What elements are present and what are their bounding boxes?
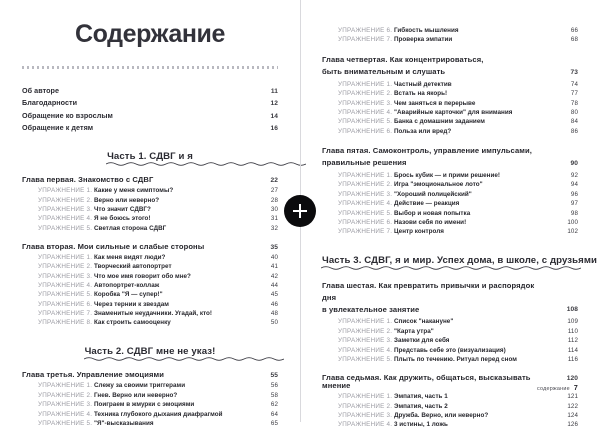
exercise-text bbox=[38, 216, 252, 223]
exercise-entry[interactable] bbox=[22, 402, 278, 409]
exercise-name: Польза или вред? bbox=[393, 127, 452, 135]
exercise-page: 84 bbox=[570, 118, 578, 126]
exercise-entry[interactable] bbox=[322, 101, 578, 108]
exercise-text bbox=[338, 422, 552, 429]
exercise-page: 102 bbox=[567, 228, 578, 236]
exercise-prefix: УПРАЖНЕНИЕ 5. bbox=[338, 356, 393, 363]
exercise-page: 77 bbox=[570, 90, 578, 98]
exercise-text bbox=[338, 404, 552, 411]
folio-label: содержание bbox=[536, 386, 570, 392]
part-heading-label: Часть 2. СДВГ мне не указ! bbox=[84, 346, 216, 358]
exercise-entry[interactable] bbox=[22, 207, 278, 214]
exercise-entry[interactable] bbox=[22, 283, 278, 290]
exercise-name: Встать на якорь! bbox=[393, 90, 448, 98]
chapter-label-line1: Глава четвертая. Как концентрироваться, bbox=[322, 55, 484, 65]
exercise-page: 92 bbox=[570, 172, 578, 179]
exercise-prefix: УПРАЖНЕНИЕ 6. bbox=[338, 218, 393, 226]
chapter-label-line2: правильные решения bbox=[322, 158, 407, 168]
exercise-text bbox=[38, 292, 252, 299]
chapter2-exercise-list bbox=[22, 255, 278, 328]
exercise-prefix: УПРАЖНЕНИЕ 3. bbox=[38, 401, 93, 409]
exercise-prefix: УПРАЖНЕНИЕ 4. bbox=[338, 346, 393, 354]
exercise-text bbox=[338, 110, 552, 117]
exercise-text bbox=[38, 302, 252, 309]
exercise-name: Светлая сторона СДВГ bbox=[93, 224, 167, 232]
exercise-prefix: УПРАЖНЕНИЕ 4. bbox=[38, 410, 93, 418]
exercise-entry[interactable] bbox=[22, 264, 278, 271]
exercise-prefix: УПРАЖНЕНИЕ 1. bbox=[38, 187, 93, 195]
exercise-text bbox=[38, 207, 252, 214]
exercise-prefix: УПРАЖНЕНИЕ 3. bbox=[38, 205, 93, 213]
exercise-name: Гибкость мышления bbox=[393, 27, 459, 34]
exercise-entry[interactable] bbox=[322, 119, 578, 126]
exercise-entry[interactable] bbox=[22, 302, 278, 309]
exercise-page: 109 bbox=[567, 318, 578, 326]
exercise-entry[interactable] bbox=[322, 357, 578, 364]
front-matter-list bbox=[22, 87, 278, 132]
exercise-prefix: УПРАЖНЕНИЕ 4. bbox=[338, 200, 393, 208]
exercise-name: "Карта утра" bbox=[393, 327, 434, 335]
exercise-text bbox=[338, 329, 552, 336]
exercise-entry[interactable] bbox=[22, 311, 278, 318]
exercise-page: 78 bbox=[570, 99, 578, 107]
exercise-prefix: УПРАЖНЕНИЕ 4. bbox=[38, 215, 93, 223]
exercise-page: 64 bbox=[270, 410, 278, 418]
exercise-name: Через тернии к звездам bbox=[93, 300, 169, 308]
chapter-entry[interactable] bbox=[22, 176, 278, 184]
exercise-name: Что мое имя говорит обо мне? bbox=[93, 272, 191, 280]
exercise-text bbox=[338, 319, 552, 326]
exercise-text bbox=[38, 383, 252, 390]
exercise-text bbox=[338, 182, 552, 189]
chapter-label bbox=[322, 54, 552, 78]
exercise-prefix: УПРАЖНЕНИЕ 4. bbox=[38, 281, 93, 289]
chapter-entry[interactable] bbox=[322, 145, 578, 169]
exercise-page: 40 bbox=[270, 253, 278, 261]
exercise-name: Брось кубик — и прими решение! bbox=[393, 172, 500, 179]
chapter-entry[interactable] bbox=[322, 280, 578, 315]
right-page bbox=[300, 0, 600, 429]
exercise-page: 116 bbox=[567, 356, 578, 363]
exercise-page: 100 bbox=[567, 218, 578, 226]
exercise-entry[interactable] bbox=[322, 329, 578, 336]
exercise-name: Плыть по течению. Ритуал перед сном bbox=[393, 356, 517, 363]
exercise-entry[interactable] bbox=[322, 211, 578, 218]
exercise-name: 3 истины, 1 ложь bbox=[393, 421, 448, 429]
exercise-entry[interactable] bbox=[22, 393, 278, 400]
chapter-page: 35 bbox=[270, 243, 278, 251]
chapter-entry[interactable] bbox=[22, 243, 278, 251]
entry-label: Обращение к детям bbox=[22, 122, 94, 132]
part-heading-1 bbox=[22, 146, 278, 166]
entry-page: 14 bbox=[270, 112, 278, 120]
exercise-text bbox=[338, 348, 552, 355]
entry-page: 16 bbox=[270, 124, 278, 132]
exercise-prefix: УПРАЖНЕНИЕ 5. bbox=[338, 209, 393, 217]
exercise-prefix: УПРАЖНЕНИЕ 5. bbox=[38, 224, 93, 232]
folio bbox=[537, 385, 578, 392]
exercise-page: 28 bbox=[270, 196, 278, 204]
exercise-text bbox=[38, 311, 252, 318]
exercise-prefix: УПРАЖНЕНИЕ 2. bbox=[338, 181, 393, 189]
exercise-page: 44 bbox=[270, 281, 278, 289]
exercise-entry[interactable] bbox=[322, 422, 578, 429]
exercise-page: 112 bbox=[567, 337, 578, 345]
page-title: Содержание bbox=[74, 20, 226, 48]
exercise-page: 98 bbox=[570, 209, 578, 217]
part-heading-text-wrap bbox=[107, 151, 193, 166]
exercise-prefix: УПРАЖНЕНИЕ 2. bbox=[338, 90, 393, 98]
exercise-page: 32 bbox=[270, 224, 278, 232]
exercise-page: 97 bbox=[570, 200, 578, 208]
exercise-name: Дружба. Верно, или неверно? bbox=[393, 411, 489, 419]
exercise-text bbox=[38, 188, 252, 195]
left-entries bbox=[22, 87, 278, 428]
exercise-entry[interactable] bbox=[322, 182, 578, 189]
exercise-prefix: УПРАЖНЕНИЕ 5. bbox=[338, 118, 393, 126]
exercise-prefix: УПРАЖНЕНИЕ 7. bbox=[338, 228, 393, 236]
chapter-page: 73 bbox=[570, 68, 578, 76]
exercise-name: Поиграем в жмурки с эмоциями bbox=[93, 401, 195, 409]
chapter-label: Глава седьмая. Как дружить, общаться, высказывать мнение bbox=[322, 372, 531, 390]
exercise-name: Гнев. Верно или неверно? bbox=[93, 391, 178, 399]
exercise-name: Как строить самооценку bbox=[93, 319, 171, 327]
exercise-name: "Хороший полицейский" bbox=[393, 190, 472, 198]
dotted-divider bbox=[22, 66, 278, 69]
exercise-page: 62 bbox=[270, 401, 278, 409]
entry-page: 12 bbox=[270, 100, 278, 108]
exercise-page: 48 bbox=[270, 310, 278, 318]
plus-icon-horizontal bbox=[293, 210, 307, 212]
exercise-page: 27 bbox=[270, 187, 278, 195]
exercise-page: 124 bbox=[567, 411, 578, 419]
exercise-prefix: УПРАЖНЕНИЕ 2. bbox=[38, 263, 93, 271]
exercise-text bbox=[338, 394, 552, 401]
exercise-prefix: УПРАЖНЕНИЕ 3. bbox=[38, 272, 93, 280]
exercise-name: Автопортрет-коллаж bbox=[93, 281, 160, 289]
exercise-name: Что значит СДВГ? bbox=[93, 205, 151, 213]
toc-entry[interactable] bbox=[22, 87, 278, 95]
exercise-prefix: УПРАЖНЕНИЕ 6. bbox=[338, 27, 393, 34]
exercise-text bbox=[38, 393, 252, 400]
exercise-entry[interactable] bbox=[322, 413, 578, 420]
exercise-text bbox=[38, 274, 252, 281]
exercise-name: Верно или неверно? bbox=[93, 196, 160, 204]
chapter-page: 108 bbox=[566, 306, 578, 314]
exercise-entry[interactable] bbox=[322, 201, 578, 208]
exercise-text bbox=[38, 264, 252, 271]
exercise-entry[interactable] bbox=[322, 404, 578, 411]
exercise-name: Заметки для себя bbox=[393, 337, 450, 345]
exercise-page: 122 bbox=[567, 402, 578, 410]
exercise-text bbox=[338, 220, 552, 227]
entry-label: Обращение ко взрослым bbox=[22, 110, 113, 120]
exercise-page: 68 bbox=[570, 36, 578, 44]
toc-entry[interactable] bbox=[22, 99, 278, 107]
exercise-entry[interactable] bbox=[322, 37, 578, 44]
exercise-text bbox=[38, 402, 252, 409]
exercise-entry[interactable] bbox=[22, 292, 278, 299]
part-heading-text-wrap bbox=[322, 255, 597, 270]
exercise-prefix: УПРАЖНЕНИЕ 1. bbox=[338, 172, 393, 179]
exercise-text bbox=[38, 283, 252, 290]
exercise-name: "Я"-высказывания bbox=[93, 420, 154, 428]
entry-label: Благодарности bbox=[22, 98, 78, 108]
exercise-page: 80 bbox=[570, 108, 578, 116]
exercise-entry[interactable] bbox=[322, 319, 578, 326]
chapter1-exercise-list bbox=[22, 188, 278, 232]
chapter6-exercise-list bbox=[322, 319, 578, 363]
exercise-text bbox=[338, 338, 552, 345]
exercise-prefix: УПРАЖНЕНИЕ 3. bbox=[338, 99, 393, 107]
exercise-page: 110 bbox=[567, 327, 578, 335]
exercise-entry[interactable] bbox=[22, 198, 278, 205]
exercise-name: Коробка "Я — супер!" bbox=[93, 291, 163, 299]
exercise-name: Как меня видят люди? bbox=[93, 253, 166, 261]
exercise-name: Я не боюсь этого! bbox=[93, 215, 151, 223]
left-page bbox=[0, 0, 300, 428]
exercise-name: Проверка эмпатии bbox=[393, 36, 453, 44]
exercise-entry[interactable] bbox=[322, 220, 578, 227]
exercise-entry[interactable] bbox=[22, 383, 278, 390]
wavy-underline-icon bbox=[84, 356, 284, 361]
chapter-label-line2: быть внимательным и слушать bbox=[322, 66, 446, 76]
exercise-text bbox=[338, 201, 552, 208]
exercise-prefix: УПРАЖНЕНИЕ 1. bbox=[38, 253, 93, 261]
toc-entry[interactable] bbox=[22, 124, 278, 132]
entry-label: Об авторе bbox=[22, 86, 60, 95]
exercise-page: 58 bbox=[270, 391, 278, 399]
exercise-page: 86 bbox=[570, 127, 578, 135]
exercise-entry[interactable] bbox=[322, 229, 578, 236]
exercise-name: Какие у меня симптомы? bbox=[93, 187, 174, 195]
exercise-text bbox=[38, 421, 252, 428]
exercise-prefix: УПРАЖНЕНИЕ 5. bbox=[38, 420, 93, 428]
part-heading-label: Часть 3. СДВГ, я и мир. Успех дома, в школе, с друзьями bbox=[322, 255, 598, 267]
exercise-text bbox=[38, 412, 252, 419]
exercise-text bbox=[338, 129, 552, 136]
exercise-name: Представь себе это (визуализация) bbox=[393, 346, 506, 354]
exercise-name: Знаменитые неудачники. Угадай, кто! bbox=[93, 310, 213, 318]
exercise-entry[interactable] bbox=[22, 255, 278, 262]
exercise-text bbox=[338, 91, 552, 98]
exercise-name: Частный детектив bbox=[393, 80, 452, 88]
chapter-label-line1: Глава пятая. Самоконтроль, управление импульсами, bbox=[322, 146, 532, 156]
exercise-name: Творческий автопортрет bbox=[93, 263, 172, 271]
exercise-text bbox=[338, 357, 552, 364]
exercise-text bbox=[338, 119, 552, 126]
exercise-prefix: УПРАЖНЕНИЕ 1. bbox=[38, 382, 93, 390]
exercise-page: 30 bbox=[270, 205, 278, 213]
exercise-prefix: УПРАЖНЕНИЕ 7. bbox=[38, 310, 93, 318]
part-heading-label: Часть 1. СДВГ и я bbox=[107, 151, 193, 162]
exercise-page: 74 bbox=[570, 80, 578, 88]
part-heading-2 bbox=[22, 341, 278, 361]
chapter-entry[interactable] bbox=[322, 54, 578, 78]
exercise-entry[interactable] bbox=[322, 82, 578, 89]
part-heading-text-wrap bbox=[85, 346, 216, 361]
chapter7-exercise-list bbox=[322, 394, 578, 429]
exercise-name: Игра "эмоциональное лото" bbox=[393, 181, 483, 189]
exercise-page: 65 bbox=[270, 420, 278, 428]
exercise-entry[interactable] bbox=[322, 192, 578, 199]
wavy-underline-icon bbox=[321, 265, 581, 270]
chapter-label: Глава первая. Знакомство с СДВГ bbox=[22, 175, 154, 184]
exercise-name: Слежу за своими триггерами bbox=[93, 382, 186, 390]
exercise-prefix: УПРАЖНЕНИЕ 1. bbox=[338, 393, 393, 401]
exercise-entry[interactable] bbox=[322, 110, 578, 117]
exercise-prefix: УПРАЖНЕНИЕ 3. bbox=[338, 411, 393, 419]
exercise-name: Назови себя по имени! bbox=[393, 218, 467, 226]
binding-plus-marker bbox=[284, 195, 316, 227]
exercise-page: 126 bbox=[567, 421, 578, 429]
exercise-entry[interactable] bbox=[322, 338, 578, 345]
exercise-entry[interactable] bbox=[322, 173, 578, 180]
chapter-label bbox=[322, 145, 552, 169]
exercise-page: 41 bbox=[270, 263, 278, 271]
exercise-page: 45 bbox=[270, 291, 278, 299]
exercise-entry[interactable] bbox=[322, 91, 578, 98]
exercise-prefix: УПРАЖНЕНИЕ 3. bbox=[338, 190, 393, 198]
exercise-entry[interactable] bbox=[322, 394, 578, 401]
exercise-name: Эмпатия, часть 1 bbox=[393, 393, 448, 401]
exercise-entry[interactable] bbox=[22, 274, 278, 281]
exercise-prefix: УПРАЖНЕНИЕ 6. bbox=[38, 300, 93, 308]
exercise-text bbox=[38, 255, 252, 262]
exercise-name: "Аварийные карточки" для внимания bbox=[393, 108, 513, 116]
exercise-prefix: УПРАЖНЕНИЕ 2. bbox=[38, 196, 93, 204]
folio-number: 7 bbox=[573, 385, 578, 392]
toc-entry[interactable] bbox=[22, 112, 278, 120]
chapter4-exercise-list bbox=[322, 82, 578, 136]
exercise-entry[interactable] bbox=[322, 28, 578, 35]
chapter-page: 55 bbox=[270, 372, 278, 380]
exercise-text bbox=[338, 229, 552, 236]
exercise-text bbox=[38, 226, 252, 233]
chapter-label-line1: Глава шестая. Как превратить привычки и распорядок дня bbox=[322, 281, 535, 302]
exercise-prefix: УПРАЖНЕНИЕ 4. bbox=[338, 108, 393, 116]
exercise-prefix: УПРАЖНЕНИЕ 2. bbox=[338, 327, 393, 335]
exercise-page: 66 bbox=[570, 27, 578, 34]
exercise-name: Список "накануне" bbox=[393, 318, 454, 326]
exercise-page: 114 bbox=[567, 346, 578, 354]
exercise-text bbox=[338, 37, 552, 44]
exercise-name: Действие — реакция bbox=[393, 200, 460, 208]
exercise-prefix: УПРАЖНЕНИЕ 1. bbox=[338, 318, 393, 326]
chapter5-exercise-list bbox=[322, 173, 578, 236]
chapter3-exercise-list bbox=[22, 383, 278, 427]
exercise-name: Эмпатия, часть 2 bbox=[393, 402, 448, 410]
exercise-prefix: УПРАЖНЕНИЕ 8. bbox=[38, 319, 93, 327]
exercise-entry[interactable] bbox=[22, 226, 278, 233]
exercise-text bbox=[338, 211, 552, 218]
exercise-page: 94 bbox=[570, 181, 578, 189]
chapter-label: Глава третья. Управление эмоциями bbox=[22, 370, 164, 380]
exercise-page: 121 bbox=[567, 393, 578, 401]
chapter-entry[interactable] bbox=[22, 371, 278, 379]
exercise-page: 42 bbox=[270, 272, 278, 280]
exercise-text bbox=[338, 192, 552, 199]
exercise-page: 56 bbox=[270, 382, 278, 390]
exercise-page: 31 bbox=[270, 215, 278, 223]
exercise-prefix: УПРАЖНЕНИЕ 2. bbox=[38, 391, 93, 399]
wavy-underline-icon bbox=[106, 161, 306, 166]
exercise-entry[interactable] bbox=[322, 129, 578, 136]
exercise-text bbox=[38, 320, 252, 327]
exercise-entry[interactable] bbox=[22, 421, 278, 428]
exercise-text bbox=[338, 173, 552, 180]
exercise-prefix: УПРАЖНЕНИЕ 6. bbox=[338, 127, 393, 135]
right-entries bbox=[322, 27, 598, 429]
exercise-entry[interactable] bbox=[22, 320, 278, 327]
exercise-text bbox=[338, 28, 552, 35]
exercise-prefix: УПРАЖНЕНИЕ 5. bbox=[38, 291, 93, 299]
exercise-name: Выбор и новая попытка bbox=[393, 209, 471, 217]
chapter-page: 22 bbox=[270, 177, 278, 184]
exercise-prefix: УПРАЖНЕНИЕ 7. bbox=[338, 36, 393, 44]
chapter-label: Глава вторая. Мои сильные и слабые стороны bbox=[22, 241, 205, 251]
chapter-page: 90 bbox=[570, 159, 578, 167]
exercise-prefix: УПРАЖНЕНИЕ 2. bbox=[338, 402, 393, 410]
exercise-name: Техника глубокого дыхания диафрагмой bbox=[93, 410, 223, 418]
exercise-entry[interactable] bbox=[22, 188, 278, 195]
entry-page: 11 bbox=[270, 88, 278, 95]
exercise-page: 50 bbox=[270, 319, 278, 327]
exercise-page: 96 bbox=[570, 190, 578, 198]
chapter-label bbox=[322, 280, 552, 315]
exercise-text bbox=[338, 82, 552, 89]
exercise-text bbox=[38, 198, 252, 205]
exercise-entry[interactable] bbox=[322, 348, 578, 355]
chapter-label-line2: в увлекательное занятие bbox=[322, 304, 420, 314]
exercise-entry[interactable] bbox=[22, 412, 278, 419]
exercise-name: Чем заняться в перерыве bbox=[393, 99, 476, 107]
part-heading-3 bbox=[322, 250, 598, 270]
exercise-page: 46 bbox=[270, 300, 278, 308]
chapter-page: 120 bbox=[566, 374, 578, 382]
exercise-entry[interactable] bbox=[22, 216, 278, 223]
exercise-prefix: УПРАЖНЕНИЕ 4. bbox=[338, 421, 393, 429]
exercise-prefix: УПРАЖНЕНИЕ 1. bbox=[338, 80, 393, 88]
exercise-prefix: УПРАЖНЕНИЕ 3. bbox=[338, 337, 393, 345]
exercise-name: Банка с домашним заданием bbox=[393, 118, 485, 126]
exercise-name: Центр контроля bbox=[393, 228, 444, 236]
exercise-text bbox=[338, 413, 552, 420]
chapter3-exercise-list-cont bbox=[322, 28, 578, 44]
exercise-text bbox=[338, 101, 552, 108]
